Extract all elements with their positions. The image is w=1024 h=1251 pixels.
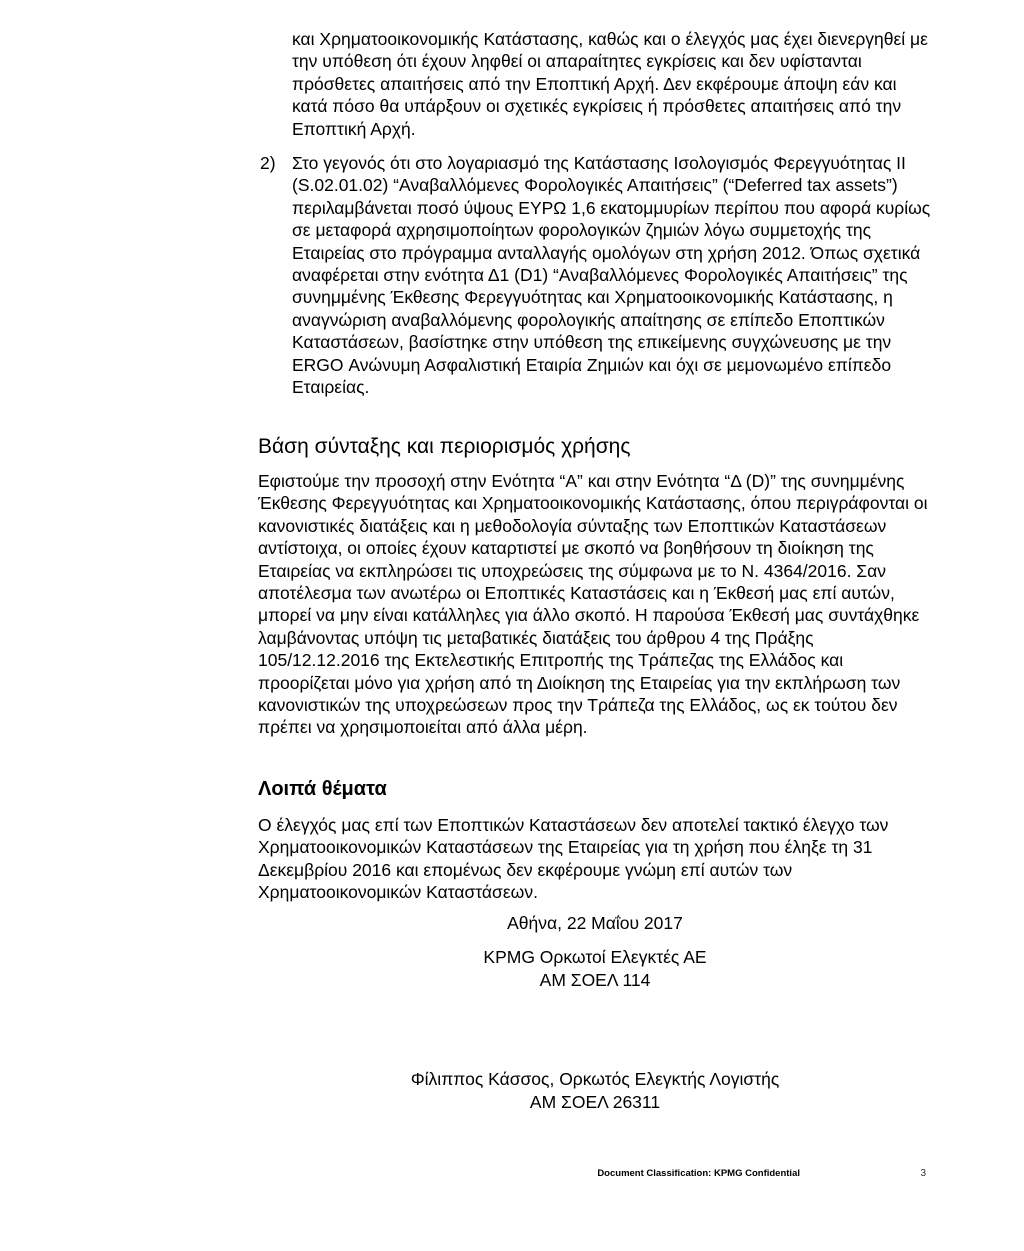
list-item-text: Στο γεγονός ότι στο λογαριασμό της Κατάστασης Ισολογισμός Φερεγγυότητας ΙΙ (S.02.01.02) “Αναβαλλόμενες Φορολογικές Απαιτήσεις” (“Deferred tax assets”) περιλαμβάνεται ποσό ύψους ΕΥΡΩ 1,6 εκατομμυρίων περίπου που αφορά κυρίως σε μεταφορά αχρησιμοποίητων φορολογικών ζημιών λόγω συμμετοχής της Εταιρείας στο πρόγραμμα ανταλλαγής ομολόγων στη χρήση 2012. Όπως σχετικά αναφέρεται στην ενότητα Δ1 (D1) “Αναβαλλόμενες Φορολογικές Απαιτήσεις” της συνημμένης Έκθεσης Φερεγγυότητας και Χρηματοοικονομικής Κατάστασης, η αναγνώριση αναβαλλόμενης φορολογικής απαίτησης σε επίπεδο Εποπτικών Καταστάσεων, βασίστηκε στην υπόθεση της επικείμενης συγχώνευσης με την ERGO Ανώνυμη Ασφαλιστική Εταιρία Ζημιών και όχι σε μεμονωμένο επίπεδο Εταιρείας.: [292, 153, 931, 398]
continuation-paragraph: και Χρηματοοικονομικής Κατάστασης, καθώς και ο έλεγχός μας έχει διενεργηθεί με την υπόθεση ότι έχουν ληφθεί οι απαραίτητες εγκρίσεις και δεν υφίστανται πρόσθετες απαιτήσεις από την Εποπτική Αρχή. Δεν εκφέρουμε άποψη εάν και κατά πόσο θα υπάρξουν οι σχετικές εγκρίσεις ή πρόσθετες απαιτήσεις από την Εποπτική Αρχή.: [292, 29, 928, 139]
audit-firm-name: KPMG Ορκωτοί Ελεγκτές ΑΕ: [483, 947, 707, 967]
basis-section-paragraph: Εφιστούμε την προσοχή στην Ενότητα “A” και στην Ενότητα “Δ (D)” της συνημμένης Έκθεσης Φερεγγυότητας και Χρηματοοικονομικής Κατάστασης, όπου περιγράφονται οι κανονιστικές διατάξεις και η μεθοδολογία σύνταξης των Εποπτικών Καταστάσεων αντίστοιχα, οι οποίες έχουν καταρτιστεί με σκοπό να βοηθήσουν τη διοίκηση της Εταιρείας να εκπληρώσει τις υποχρεώσεις της σύμφωνα με το Ν. 4364/2016. Σαν αποτέλεσμα των ανωτέρω οι Εποπτικές Καταστάσεις και η Έκθεσή μας επί αυτών, μπορεί να μην είναι κατάλληλες για άλλο σκοπό. Η παρούσα Έκθεσή μας συντάχθηκε λαμβάνοντας υπόψη τις μεταβατικές διατάξεις του άρθρου 4 της Πράξης 105/12.12.2016 της Εκτελεστικής Επιτροπής της Τράπεζας της Ελλάδος και προορίζεται μόνο για χρήση από τη Διοίκηση της Εταιρείας για την εκπλήρωση των κανονιστικών της υποχρεώσεων προς την Τράπεζα της Ελλάδος, ως εκ τούτου δεν πρέπει να χρησιμοποιείται από άλλα μέρη.: [258, 471, 928, 738]
document-classification: Document Classification: KPMG Confidential: [597, 1168, 800, 1179]
page-number: 3: [920, 1168, 926, 1179]
audit-firm-registration: ΑΜ ΣΟΕΛ 114: [539, 970, 651, 990]
other-matters-paragraph: Ο έλεγχός μας επί των Εποπτικών Καταστάσεων δεν αποτελεί τακτικό έλεγχο των Χρηματοοικονομικών Καταστάσεων της Εταιρείας για τη χρήση που έληξε τη 31 Δεκεμβρίου 2016 και επομένως δεν εκφέρουμε γνώμη επί αυτών των Χρηματοοικονομικών Καταστάσεων.: [258, 815, 889, 903]
basis-section-heading: Βάση σύνταξης και περιορισμός χρήσης: [258, 435, 631, 458]
place-date: Αθήνα, 22 Μαΐου 2017: [507, 913, 683, 933]
signer-registration: ΑΜ ΣΟΕΛ 26311: [529, 1092, 661, 1112]
other-matters-heading: Λοιπά θέματα: [258, 778, 387, 800]
list-item-number: 2): [260, 153, 276, 173]
signer-name: Φίλιππος Κάσσος, Ορκωτός Ελεγκτής Λογιστής: [410, 1069, 780, 1089]
